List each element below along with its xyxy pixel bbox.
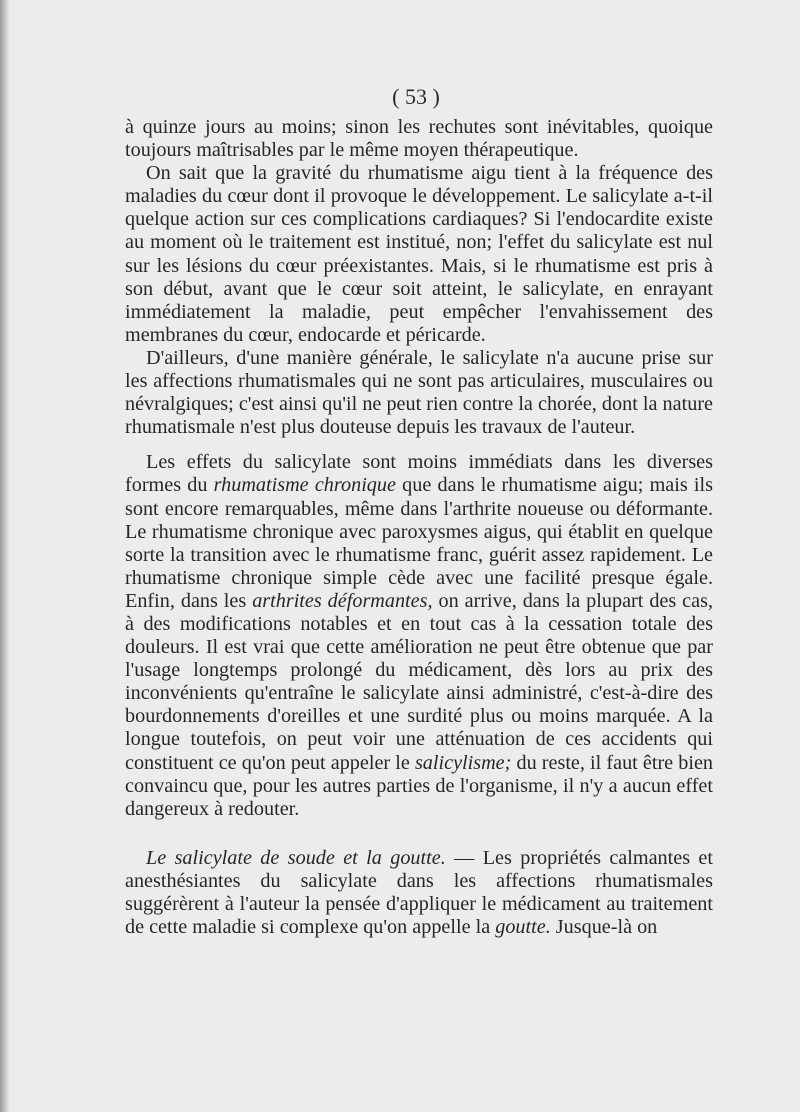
text-run: Jusque-là on	[550, 916, 658, 939]
italic-term-rhumatisme-chronique: rhumatisme chronique	[213, 474, 396, 497]
text-run: à quinze jours au moins; sinon les rechutes sont inévitables, quoique toujours maîtrisables par le même moyen thérapeutique.	[125, 116, 713, 162]
paragraph-chronic-rheumatism	[125, 451, 713, 821]
text-run: — Les propriétés calmantes et anesthésiantes du salicylate dans les affections rhumatismales suggérèrent à l'auteur la pensée d'appliquer le médicament au traitement de cette maladie si complexe qu'on appelle la	[125, 846, 713, 939]
text-run: du reste, il faut être bien convaincu que, pour les autres parties de l'organisme, il n'y a aucun effet dangereux à redouter.	[125, 751, 714, 820]
text-run: Les effets du salicylate sont moins immédiats dans les diverses formes du	[125, 451, 713, 497]
italic-term-arthrites-deformantes: arthrites déformantes,	[252, 589, 433, 612]
text-run: On sait que la gravité du rhumatisme aigu tient à la fréquence des maladies du cœur dont il provoque le développement. Le salicylate a-t-il quelque action sur ces complications cardiaques? Si l'endocardite existe au moment où le traitement est institué, non; l'effet du salicylate est nul sur les lésions du cœur préexistantes. Mais, si le rhumatisme est pris à son début, avant que le cœur soit atteint, le salicylate, en enrayant immédiatement la maladie, peut empêcher l'envahissement des membranes du cœur, endocarde et péricarde.	[125, 162, 713, 346]
section-heading-gout: Le salicylate de soude et la goutte.	[146, 846, 446, 869]
paragraph-non-articular-affections	[125, 347, 713, 439]
text-run: que dans le rhumatisme aigu; mais ils sont encore remarquables, même dans l'arthrite noueuse ou déformante. Le rhumatisme chronique avec paroxysmes aigus, qui établit en quelque sorte la transition avec le rhumatisme franc, guérit assez rapidement. Le rhumatisme chronique simple cède avec une facilité presque égale. Enfin, dans les	[125, 474, 713, 612]
italic-term-goutte: goutte.	[495, 916, 551, 939]
italic-term-salicylisme: salicylisme;	[414, 751, 512, 774]
paragraph-gout-section	[125, 847, 713, 939]
paragraph-continuation	[125, 116, 713, 162]
page-number: ( 53 )	[392, 84, 440, 109]
body-text	[125, 116, 713, 939]
text-run: D'ailleurs, d'une manière générale, le salicylate n'a aucune prise sur les affections rhumatismales qui ne sont pas articulaires, musculaires ou névralgiques; c'est ainsi qu'il ne peut rien contre la chorée, dont la nature rhumatismale n'est plus douteuse depuis les travaux de l'auteur.	[125, 346, 713, 439]
paragraph-cardiac-complications	[125, 162, 713, 347]
page-edge-shadow	[0, 0, 10, 1112]
text-run: on arrive, dans la plupart des cas, à des modifications notables et en tout cas à la cessation totale des douleurs. Il est vrai que cette amélioration ne peut être obtenue que par l'usage longtemps prolongé du médicament, dès lors au prix des inconvénients qu'entraîne le salicylate ainsi administré, c'est-à-dire des bourdonnements d'oreilles et une surdité plus ou moins marquée. A la longue toutefois, on peut voir une atténuation de ces accidents qui constituent ce qu'on peut appeler le	[125, 589, 713, 774]
